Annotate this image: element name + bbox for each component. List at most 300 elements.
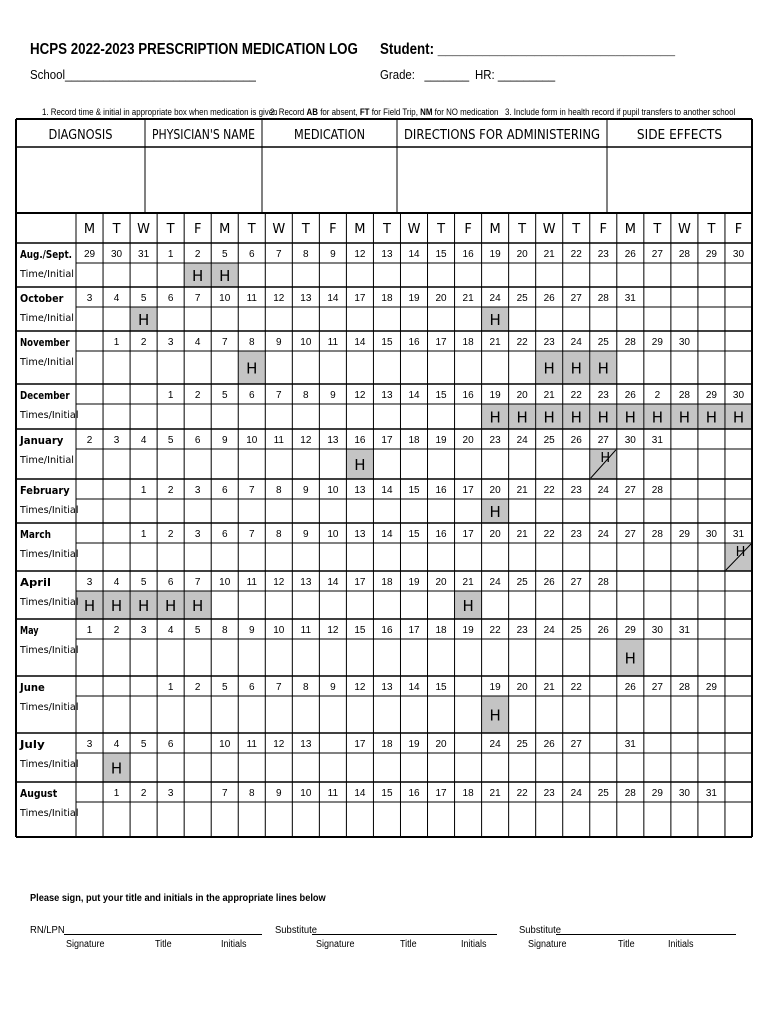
instruction-1: 1. Record time & initial in appropriate box when medication is given [42,107,278,117]
date-number: 4 [113,739,120,750]
date-number: 24 [597,529,609,540]
date-number: 19 [408,739,420,750]
date-number: 7 [276,682,282,693]
month-label: January [19,434,64,447]
date-number: 23 [597,390,609,401]
date-number: 24 [489,739,501,750]
date-number: 27 [570,293,582,304]
school-label: School [30,67,65,82]
side-effects-header: SIDE EFFECTS [636,128,723,143]
date-number: 20 [462,435,474,446]
date-number: 30 [651,625,663,636]
date-number: 28 [651,529,663,540]
date-number: 14 [408,249,420,260]
time-initial-label: Times/Initial [19,759,79,770]
date-number: 22 [516,337,528,348]
medication-entry-field[interactable] [263,148,396,212]
date-number: 8 [248,788,255,799]
date-number: 24 [597,485,609,496]
date-number: 20 [489,485,501,496]
med-given-mark: H [489,706,501,725]
date-number: 20 [516,249,528,260]
date-number: 6 [167,293,174,304]
date-number: 30 [732,249,745,260]
school-field[interactable]: School______________________________ [30,67,256,82]
grade-field[interactable]: Grade: _______ [380,67,470,82]
date-number: 9 [276,788,282,799]
date-number: 13 [354,485,366,496]
med-given-mark: H [543,359,555,378]
weekday-label: F [734,222,743,237]
date-number: 14 [408,390,420,401]
med-given-mark: H [219,267,231,285]
med-given-mark: H [489,503,501,521]
med-given-mark: H [83,597,96,615]
med-given-mark: H [489,311,501,329]
date-number: 19 [462,625,474,636]
student-field[interactable]: ________________________________ [437,41,676,58]
date-number: 21 [462,577,474,588]
date-number: 5 [167,435,174,446]
date-number: 11 [327,337,339,348]
time-initial-label: Times/Initial [19,808,79,819]
date-number: 4 [140,435,147,446]
date-number: 5 [140,577,147,588]
date-number: 21 [462,293,474,304]
date-number: 1 [167,249,174,260]
month-label: November [20,336,71,349]
date-number: 13 [354,529,366,540]
med-given-mark: H [462,597,474,615]
weekday-label: T [518,222,527,237]
date-number: 13 [381,682,393,693]
date-number: 16 [435,529,447,540]
date-number: 7 [248,529,255,540]
date-number: 20 [435,739,447,750]
date-number: 27 [624,529,636,540]
date-number: 13 [381,249,393,260]
date-number: 9 [221,435,228,446]
date-number: 3 [167,788,174,799]
date-number: 8 [303,390,309,401]
date-number: 12 [354,249,366,260]
date-number: 23 [570,485,582,496]
date-number: 25 [597,788,609,799]
student-label: Student: ________________________________ [380,41,676,58]
date-number: 3 [113,435,120,446]
date-number: 29 [651,337,663,348]
date-number: 30 [732,390,745,401]
month-label: Aug./Sept. [20,248,72,261]
date-number: 8 [303,682,309,693]
directions-entry-field[interactable] [398,148,606,212]
med-given-mark: H [570,359,582,378]
date-number: 5 [221,390,228,401]
date-number: 10 [273,625,285,636]
date-number: 18 [435,625,447,636]
month-label: May [20,624,39,637]
med-given-mark: H [570,408,582,427]
date-number: 5 [194,625,201,636]
date-number: 5 [221,249,228,260]
grade-label: Grade: [380,67,415,82]
date-number: 2 [194,390,201,401]
med-given-mark: H [137,597,150,615]
date-number: 26 [543,739,555,750]
weekday-label: F [329,222,337,237]
date-number: 4 [194,337,201,348]
date-number: 28 [651,485,663,496]
date-number: 10 [300,788,312,799]
directions-header: DIRECTIONS FOR ADMINISTERING [404,128,600,143]
date-number: 10 [327,485,339,496]
instruction-3: 3. Include form in health record if pupil transfers to another school [505,107,736,117]
date-number: 5 [221,682,228,693]
substitute-1-signature-line[interactable] [312,934,497,935]
weekday-label: T [112,222,121,237]
date-number: 14 [381,529,393,540]
date-number: 14 [327,293,339,304]
date-number: 13 [300,577,312,588]
weekday-label: M [219,222,231,237]
rn-initials-label: Initials [221,939,247,950]
date-number: 27 [651,682,663,693]
date-number: 10 [300,337,312,348]
date-number: 11 [273,435,284,446]
date-number: 15 [408,529,420,540]
med-given-mark: H [489,408,501,427]
date-number: 28 [678,249,690,260]
date-number: 30 [678,788,690,799]
date-number: 17 [435,788,447,799]
date-number: 31 [651,435,663,446]
med-given-mark: H [246,359,258,378]
date-number: 18 [381,293,393,304]
med-given-mark: H [516,408,528,427]
med-given-mark: H [735,545,746,560]
time-initial-label: Time/Initial [19,357,74,368]
date-number: 13 [300,293,312,304]
date-number: 16 [435,485,447,496]
date-number: 21 [543,249,555,260]
month-label: October [20,292,64,305]
date-number: 18 [381,577,393,588]
date-number: 7 [194,293,201,304]
date-number: 23 [570,529,582,540]
date-number: 10 [219,739,231,750]
date-number: 31 [705,788,718,799]
date-number: 30 [678,337,690,348]
date-number: 5 [140,293,147,304]
med-given-mark: H [110,759,123,778]
date-number: 15 [381,337,393,348]
date-number: 10 [219,577,231,588]
date-number: 27 [570,577,582,588]
date-number: 21 [516,529,528,540]
date-number: 8 [276,485,282,496]
hr-field[interactable]: HR: _________ [475,67,556,82]
date-number: 25 [543,435,555,446]
date-number: 24 [516,435,528,446]
physician-header: PHYSICIAN'S NAME [152,128,255,143]
date-number: 6 [194,435,201,446]
med-given-mark: H [192,267,204,285]
date-number: 14 [354,337,366,348]
date-number: 29 [705,249,718,260]
date-number: 11 [246,577,257,588]
med-given-mark: H [651,408,664,427]
date-number: 8 [221,625,228,636]
date-number: 3 [194,485,201,496]
weekday-label: F [193,222,202,237]
date-number: 9 [330,682,336,693]
weekday-label: F [464,222,472,237]
date-number: 20 [489,529,501,540]
weekday-label: W [137,222,151,237]
date-number: 29 [651,788,663,799]
date-number: 15 [435,390,447,401]
date-number: 2 [194,682,201,693]
time-initial-label: Times/Initial [19,549,79,560]
med-given-mark: H [678,408,691,427]
date-number: 12 [273,577,285,588]
date-number: 1 [167,682,174,693]
date-number: 12 [273,293,285,304]
date-number: 6 [248,390,255,401]
date-number: 18 [408,435,420,446]
date-number: 3 [86,577,93,588]
date-number: 9 [330,390,336,401]
rn-label: RN/LPN [30,924,65,936]
date-number: 27 [624,485,636,496]
date-number: 10 [246,435,258,446]
date-number: 24 [570,337,582,348]
page-title: HCPS 2022-2023 PRESCRIPTION MEDICATION LOG [30,41,358,58]
weekday-label: T [166,222,175,237]
weekday-label: W [272,222,286,237]
date-number: 7 [276,249,282,260]
month-label: August [20,787,58,800]
date-number: 18 [462,337,474,348]
date-number: 17 [354,577,366,588]
date-number: 26 [570,435,582,446]
date-number: 3 [140,625,147,636]
date-number: 22 [489,625,501,636]
date-number: 6 [248,682,255,693]
date-number: 5 [140,739,147,750]
substitute-2-signature-line[interactable] [556,934,736,935]
date-number: 27 [597,435,609,446]
date-number: 23 [597,249,609,260]
med-given-mark: H [600,451,611,466]
date-number: 28 [624,337,636,348]
date-number: 9 [330,249,336,260]
date-number: 10 [219,293,231,304]
substitute-2-title-label: Title [618,939,635,950]
weekday-label: F [599,222,608,237]
time-initial-label: Times/Initial [19,597,79,608]
date-number: 25 [597,337,609,348]
date-number: 2 [113,625,120,636]
time-initial-label: Times/Initial [19,702,79,713]
substitute-2-initials-label: Initials [668,939,694,950]
date-number: 1 [140,529,147,540]
date-number: 29 [678,529,690,540]
date-number: 27 [570,739,582,750]
date-number: 19 [489,390,501,401]
date-number: 14 [354,788,366,799]
time-initial-label: Times/Initial [19,410,79,421]
date-number: 28 [678,682,690,693]
date-number: 11 [246,739,257,750]
date-number: 21 [516,485,528,496]
med-given-mark: H [164,597,177,615]
date-number: 17 [381,435,393,446]
medication-header: MEDICATION [294,128,365,143]
date-number: 16 [354,435,366,446]
date-number: 2 [140,337,147,348]
date-number: 24 [489,577,501,588]
date-number: 21 [543,682,555,693]
date-number: 15 [354,625,366,636]
date-number: 23 [489,435,501,446]
date-number: 17 [354,293,366,304]
date-number: 24 [543,625,555,636]
date-number: 30 [624,435,636,446]
date-number: 15 [408,485,420,496]
date-number: 12 [327,625,339,636]
date-number: 30 [110,249,123,260]
date-number: 7 [248,485,255,496]
date-number: 8 [276,529,282,540]
date-number: 24 [570,788,582,799]
date-number: 14 [327,577,339,588]
date-number: 12 [354,682,366,693]
date-number: 9 [303,529,309,540]
physician-entry-field[interactable] [146,148,261,212]
date-number: 3 [167,337,174,348]
date-number: 22 [543,485,555,496]
date-number: 17 [408,625,420,636]
date-number: 6 [221,529,228,540]
med-given-mark: H [597,408,609,427]
month-label: December [20,389,71,402]
date-number: 29 [83,249,96,260]
date-number: 16 [462,249,474,260]
date-number: 19 [489,682,501,693]
date-number: 31 [624,293,636,304]
med-given-mark: H [354,456,366,474]
date-number: 28 [597,293,609,304]
date-number: 23 [516,625,528,636]
rn-signature-line[interactable] [64,934,262,935]
date-number: 26 [624,682,636,693]
month-label: February [20,484,70,497]
date-number: 26 [624,390,636,401]
date-number: 22 [570,682,582,693]
date-number: 19 [435,435,447,446]
date-number: 1 [140,485,147,496]
date-number: 31 [732,529,745,540]
date-number: 26 [597,625,609,636]
weekday-label: T [301,222,310,237]
weekday-label: W [542,222,556,237]
date-number: 6 [248,249,255,260]
weekday-label: W [407,222,421,237]
diagnosis-entry-field[interactable] [17,148,144,212]
date-number: 25 [570,625,582,636]
date-number: 21 [543,390,555,401]
date-number: 23 [543,337,555,348]
date-number: 2 [654,390,661,401]
med-given-mark: H [597,359,609,378]
time-initial-label: Time/Initial [19,313,74,324]
date-number: 2 [167,485,174,496]
date-number: 26 [543,293,555,304]
date-number: 16 [462,390,474,401]
date-number: 14 [408,682,420,693]
date-number: 3 [86,739,93,750]
date-number: 1 [113,788,120,799]
date-number: 20 [435,577,447,588]
date-number: 16 [408,788,420,799]
date-number: 10 [327,529,339,540]
date-number: 8 [248,337,255,348]
weekday-label: M [354,222,366,237]
substitute-2-signature-label: Signature [528,939,567,950]
month-label: June [19,681,45,694]
date-number: 19 [408,577,420,588]
date-number: 28 [678,390,690,401]
weekday-label: T [653,222,662,237]
med-given-mark: H [543,408,555,427]
date-number: 6 [167,577,174,588]
date-number: 7 [221,337,228,348]
date-number: 19 [408,293,420,304]
date-number: 19 [489,249,501,260]
weekday-label: T [572,222,581,237]
date-number: 2 [86,435,93,446]
date-number: 17 [462,485,474,496]
date-number: 11 [300,625,312,636]
weekday-label: M [624,222,636,237]
date-number: 17 [435,337,447,348]
date-number: 14 [381,485,393,496]
date-number: 7 [276,390,282,401]
date-number: 4 [113,577,120,588]
weekday-label: T [707,222,716,237]
date-number: 24 [489,293,501,304]
date-number: 29 [705,390,718,401]
date-number: 25 [516,577,528,588]
date-number: 8 [303,249,309,260]
date-number: 13 [381,390,393,401]
date-number: 27 [651,249,663,260]
footer-note: Please sign, put your title and initials in the appropriate lines below [30,892,326,904]
med-given-mark: H [624,408,636,427]
diagnosis-header: DIAGNOSIS [48,128,113,143]
date-number: 11 [327,788,339,799]
date-number: 20 [435,293,447,304]
date-number: 1 [167,390,174,401]
date-number: 31 [624,739,636,750]
side-effects-entry-field[interactable] [608,148,751,212]
date-number: 12 [354,390,366,401]
date-number: 16 [381,625,393,636]
date-number: 2 [194,249,201,260]
date-number: 25 [516,739,528,750]
date-number: 18 [462,788,474,799]
